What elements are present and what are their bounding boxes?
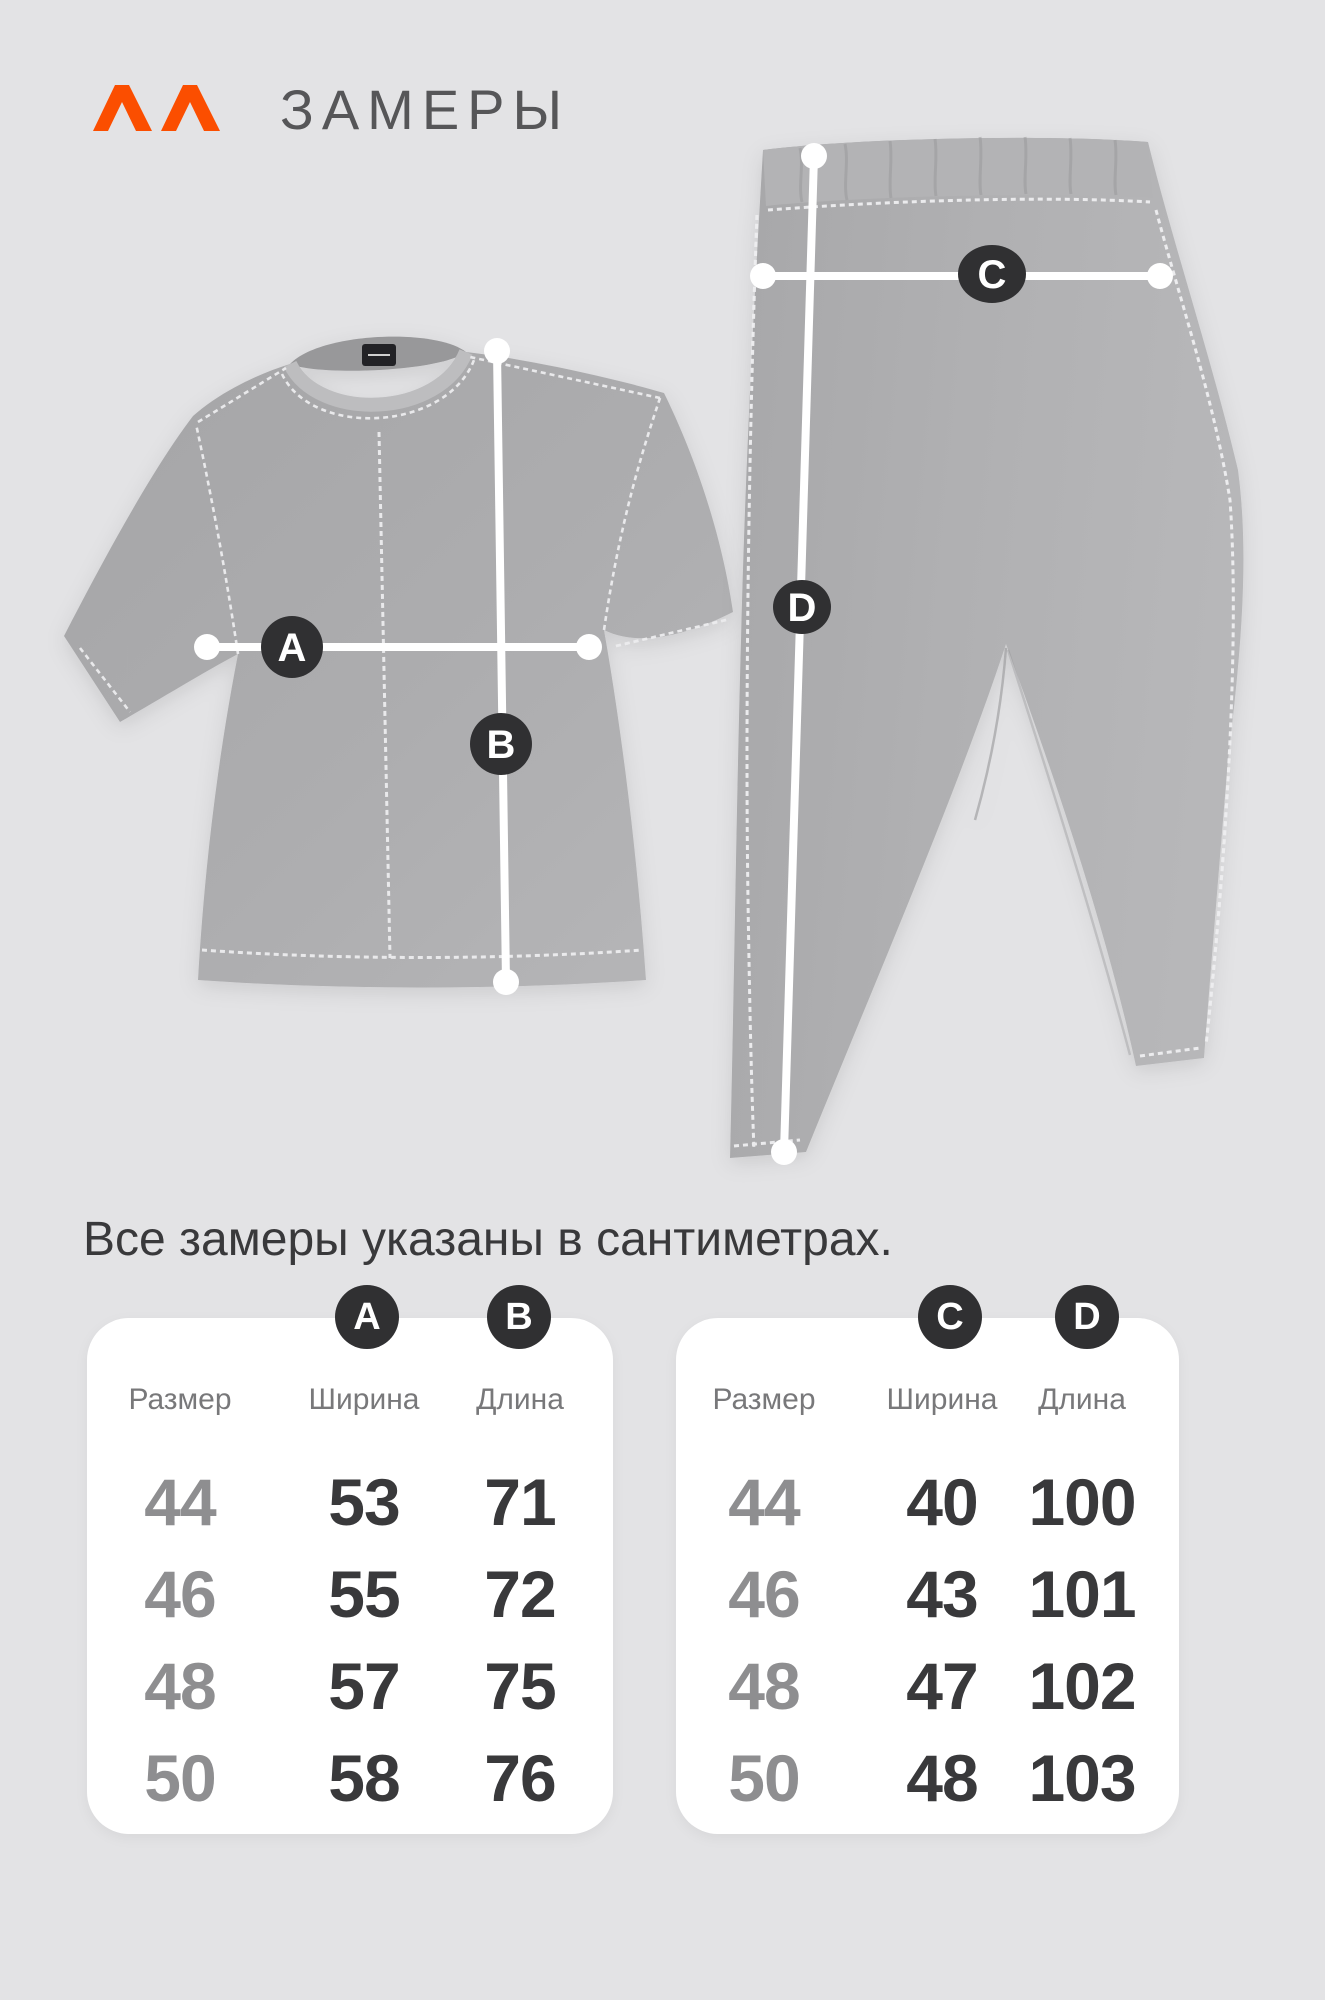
size-table-tshirt xyxy=(87,1318,613,1834)
table-cell: 48 xyxy=(906,1741,978,1815)
table-cell: 57 xyxy=(328,1649,400,1723)
table-cell: 50 xyxy=(728,1741,800,1815)
table-cell: 58 xyxy=(328,1741,400,1815)
table-cell: 40 xyxy=(906,1465,978,1539)
table-cell: 48 xyxy=(728,1649,800,1723)
table-cell: 72 xyxy=(484,1557,556,1631)
table-cell: 47 xyxy=(906,1649,978,1723)
table-cell: 50 xyxy=(144,1741,216,1815)
col-header-length: Длина xyxy=(476,1383,564,1416)
table-badge-d: D xyxy=(1055,1285,1119,1349)
table-badge-c: C xyxy=(918,1285,982,1349)
table-cell: 71 xyxy=(484,1465,556,1539)
table-cell: 44 xyxy=(144,1465,216,1539)
col-header-length: Длина xyxy=(1038,1383,1126,1416)
table-badge-a: A xyxy=(335,1285,399,1349)
size-table-pants xyxy=(676,1318,1179,1834)
table-cell: 100 xyxy=(1028,1465,1136,1539)
col-header-size: Размер xyxy=(128,1383,232,1416)
page-title: ЗАМЕРЫ xyxy=(280,78,571,141)
table-cell: 48 xyxy=(144,1649,216,1723)
col-header-size: Размер xyxy=(712,1383,816,1416)
table-cell: 46 xyxy=(728,1557,800,1631)
table-cell: 75 xyxy=(484,1649,556,1723)
caption: Все замеры указаны в сантиметрах. xyxy=(83,1213,893,1266)
svg-text:A: A xyxy=(277,626,307,670)
table-cell: 53 xyxy=(328,1465,400,1539)
table-cell: 43 xyxy=(906,1557,978,1631)
col-header-width: Ширина xyxy=(308,1383,420,1416)
table-cell: 101 xyxy=(1028,1557,1136,1631)
svg-text:B: B xyxy=(486,723,516,767)
table-cell: 44 xyxy=(728,1465,800,1539)
svg-text:C: C xyxy=(977,253,1007,297)
table-cell: 55 xyxy=(328,1557,400,1631)
table-cell: 76 xyxy=(484,1741,556,1815)
svg-text:D: D xyxy=(787,586,817,630)
col-header-width: Ширина xyxy=(886,1383,998,1416)
table-cell: 46 xyxy=(144,1557,216,1631)
table-cell: 102 xyxy=(1028,1649,1136,1723)
table-cell: 103 xyxy=(1028,1741,1136,1815)
tshirt-photo xyxy=(64,337,733,988)
table-badge-b: B xyxy=(487,1285,551,1349)
